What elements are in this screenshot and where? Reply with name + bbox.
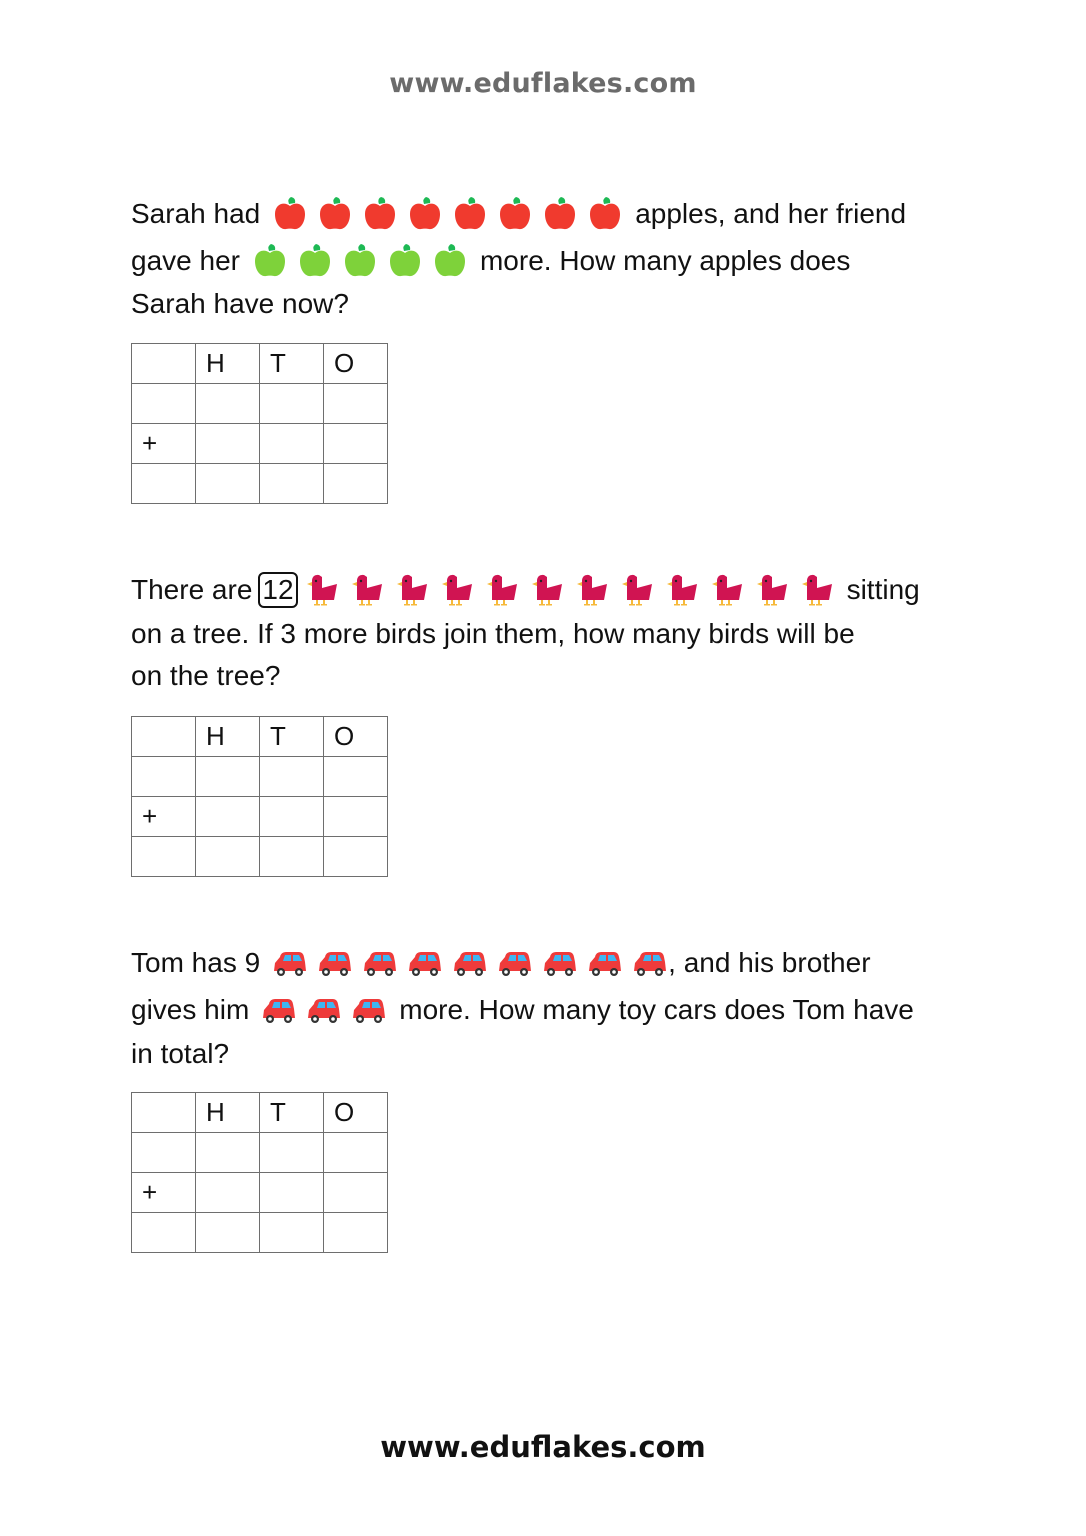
answer-cell[interactable]: [324, 837, 388, 877]
cars-group-2: [261, 992, 387, 1028]
problem-text: sitting: [846, 574, 920, 605]
header-cell: T: [260, 344, 324, 384]
car-icon: [587, 945, 623, 981]
problem-text: , and his brother: [668, 947, 871, 978]
answer-cell[interactable]: [260, 464, 324, 504]
hto-table-2: [131, 716, 388, 877]
green-apple-icon: [342, 243, 378, 279]
car-icon: [632, 945, 668, 981]
operator-cell: [132, 1213, 196, 1253]
car-icon: [261, 992, 297, 1028]
car-icon: [362, 945, 398, 981]
operator-cell: [132, 464, 196, 504]
answer-cell[interactable]: [196, 1173, 260, 1213]
bird-icon: [799, 572, 835, 608]
problem-3-line-2: [131, 987, 961, 1033]
green-apple-icon: [252, 243, 288, 279]
answer-cell[interactable]: [324, 384, 388, 424]
car-icon: [452, 945, 488, 981]
green-apple-icon: [387, 243, 423, 279]
header-cell: O: [324, 717, 388, 757]
bird-icon: [619, 572, 655, 608]
site-header: www.eduflakes.com: [389, 68, 697, 99]
header-cell: T: [260, 1093, 324, 1133]
red-apple-icon: [317, 196, 353, 232]
answer-cell[interactable]: [196, 837, 260, 877]
table-row: [132, 1133, 388, 1173]
table-row: [132, 837, 388, 877]
problem-3-line-1: [131, 940, 961, 986]
problem-1-line-1: [131, 191, 961, 237]
header-cell: H: [196, 1093, 260, 1133]
answer-cell[interactable]: [324, 757, 388, 797]
header-cell: O: [324, 344, 388, 384]
red-apple-icon: [587, 196, 623, 232]
problem-text: gave her: [131, 245, 240, 276]
bird-icon: [574, 572, 610, 608]
problem-text: Tom has 9: [131, 947, 261, 978]
bird-icon: [439, 572, 475, 608]
red-apple-icon: [542, 196, 578, 232]
answer-cell[interactable]: [324, 464, 388, 504]
header-cell: T: [260, 717, 324, 757]
operator-cell: [132, 1133, 196, 1173]
problem-text: more. How many toy cars does Tom have: [399, 994, 914, 1025]
red-apple-icon: [452, 196, 488, 232]
problem-1-line-2: [131, 238, 961, 284]
problem-text: on the tree?: [131, 660, 281, 691]
table-row: [132, 757, 388, 797]
operator-cell: +: [132, 1173, 196, 1213]
problem-1-line-3: [131, 284, 961, 324]
bird-icon: [394, 572, 430, 608]
operator-cell: [132, 837, 196, 877]
problem-text: more. How many apples does: [479, 245, 851, 276]
header-cell: [132, 717, 196, 757]
problem-2-line-2: [131, 613, 961, 655]
bird-icon: [709, 572, 745, 608]
hto-table-3: [131, 1092, 388, 1253]
problem-2: [131, 567, 961, 697]
answer-cell[interactable]: [196, 797, 260, 837]
car-icon: [542, 945, 578, 981]
table-row: [132, 1213, 388, 1253]
problem-2-line-1: [131, 567, 961, 613]
birds-group: [304, 572, 835, 608]
cars-group-1: [272, 945, 668, 981]
problem-text: There are: [131, 574, 253, 605]
problem-text: Sarah have now?: [131, 288, 349, 319]
problem-3: [131, 940, 961, 1075]
operator-cell: +: [132, 797, 196, 837]
answer-cell[interactable]: [196, 1133, 260, 1173]
operator-cell: +: [132, 424, 196, 464]
site-footer: www.eduflakes.com: [380, 1430, 706, 1464]
answer-cell[interactable]: [260, 384, 324, 424]
car-icon: [317, 945, 353, 981]
operator-cell: [132, 384, 196, 424]
table-row: [132, 424, 388, 464]
problem-text: in total?: [131, 1038, 230, 1069]
problem-3-line-3: [131, 1033, 961, 1075]
bird-icon: [529, 572, 565, 608]
answer-cell[interactable]: [324, 797, 388, 837]
header-cell: H: [196, 717, 260, 757]
bird-icon: [664, 572, 700, 608]
answer-cell[interactable]: [196, 384, 260, 424]
red-apple-icon: [272, 196, 308, 232]
red-apple-icon: [497, 196, 533, 232]
answer-cell[interactable]: [324, 1173, 388, 1213]
answer-cell[interactable]: [324, 424, 388, 464]
bird-icon: [484, 572, 520, 608]
answer-cell[interactable]: [196, 424, 260, 464]
answer-cell[interactable]: [260, 1133, 324, 1173]
table-header-row: [132, 1093, 388, 1133]
table-row: [132, 797, 388, 837]
answer-cell[interactable]: [260, 424, 324, 464]
answer-cell[interactable]: [260, 1213, 324, 1253]
problem-text: gives him: [131, 994, 250, 1025]
red-apples-group: [272, 196, 623, 232]
hto-table-1: [131, 343, 388, 504]
green-apple-icon: [432, 243, 468, 279]
answer-cell[interactable]: [196, 464, 260, 504]
answer-cell[interactable]: [260, 1173, 324, 1213]
operator-cell: [132, 757, 196, 797]
header-cell: [132, 344, 196, 384]
answer-cell[interactable]: [324, 1133, 388, 1173]
answer-cell[interactable]: [196, 757, 260, 797]
bird-icon: [304, 572, 340, 608]
green-apple-icon: [297, 243, 333, 279]
green-apples-group: [252, 243, 468, 279]
header-cell: H: [196, 344, 260, 384]
problem-2-line-3: [131, 655, 961, 697]
bird-icon: [754, 572, 790, 608]
problem-text: on a tree. If 3 more birds join them, how many birds will be: [131, 618, 855, 649]
table-row: [132, 1173, 388, 1213]
answer-cell[interactable]: [196, 1213, 260, 1253]
bird-icon: [349, 572, 385, 608]
red-apple-icon: [407, 196, 443, 232]
table-row: [132, 384, 388, 424]
car-icon: [351, 992, 387, 1028]
answer-cell[interactable]: [260, 837, 324, 877]
table-header-row: [132, 344, 388, 384]
table-header-row: [132, 717, 388, 757]
problem-1: [131, 191, 961, 324]
car-icon: [407, 945, 443, 981]
problem-text: apples, and her friend: [635, 198, 907, 229]
header-cell: O: [324, 1093, 388, 1133]
red-apple-icon: [362, 196, 398, 232]
boxed-number: 12: [258, 572, 297, 608]
answer-cell[interactable]: [324, 1213, 388, 1253]
car-icon: [497, 945, 533, 981]
answer-cell[interactable]: [260, 797, 324, 837]
problem-text: Sarah had: [131, 198, 261, 229]
answer-cell[interactable]: [260, 757, 324, 797]
car-icon: [272, 945, 308, 981]
car-icon: [306, 992, 342, 1028]
header-cell: [132, 1093, 196, 1133]
table-row: [132, 464, 388, 504]
